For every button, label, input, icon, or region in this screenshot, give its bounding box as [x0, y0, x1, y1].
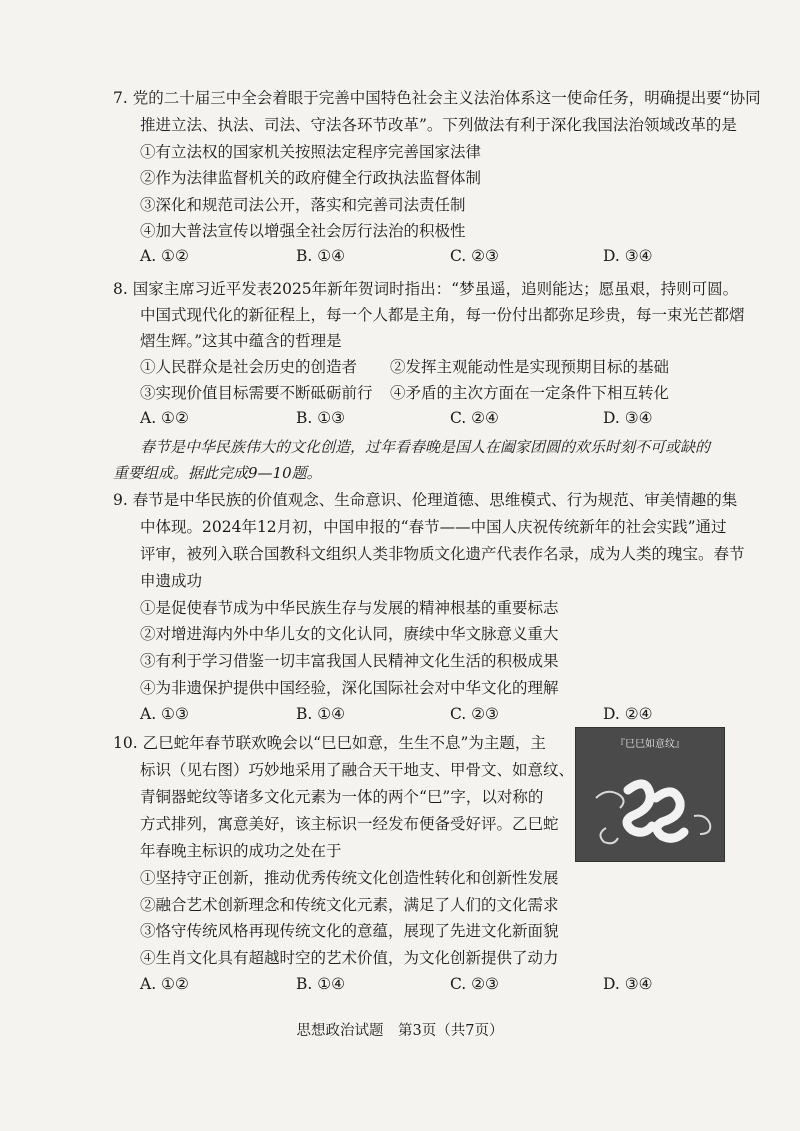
q8-item-3: ③实现价值目标需要不断砥砺前行	[140, 384, 373, 402]
q9-option-c: C. ②③	[450, 705, 499, 723]
q10-option-d: D. ③④	[603, 975, 653, 993]
q8-item-1: ①人民群众是社会历史的创造者	[140, 358, 358, 376]
q7-item-1: ①有立法权的国家机关按照法定程序完善国家法律	[140, 143, 482, 161]
q9-item-1: ①是促使春节成为中华民族生存与发展的精神根基的重要标志	[140, 599, 559, 617]
q9-item-4: ④为非遗保护提供中国经验，深化国际社会对中华文化的理解	[140, 679, 559, 697]
q10-stem-line-4: 方式排列，寓意美好，该主标识一经发布便备受好评。乙巳蛇	[140, 815, 559, 833]
q9-item-3: ③有利于学习借鉴一切丰富我国人民精神文化生活的积极成果	[140, 652, 559, 670]
q9-item-2: ②对增进海内外中华儿女的文化认同，赓续中华文脉意义重大	[140, 625, 559, 643]
q8-item-2: ②发挥主观能动性是实现预期目标的基础	[390, 358, 670, 376]
page-footer: 思想政治试题 第3页（共7页）	[296, 1023, 504, 1039]
q9-option-a: A. ①③	[140, 705, 189, 723]
q10-stem-line-5: 年春晚主标识的成功之处在于	[140, 842, 342, 860]
q7-item-3: ③深化和规范司法公开，落实和完善司法责任制	[140, 196, 466, 214]
q8-stem-line-2: 中国式现代化的新征程上，每一个人都是主角，每一份付出都弥足珍贵，每一束光芒都熠	[140, 306, 745, 324]
q9-option-d: D. ②④	[603, 705, 653, 723]
q9-option-b: B. ①④	[296, 705, 346, 723]
double-si-logo-icon	[576, 728, 724, 861]
q10-option-c: C. ②③	[450, 975, 499, 993]
q7-item-2: ②作为法律监督机关的政府健全行政执法监督体制	[140, 169, 482, 187]
q10-item-3: ③恪守传统风格再现传统文化的意蕴，展现了先进文化新面貌	[140, 922, 559, 940]
q7-option-b: B. ①④	[296, 247, 346, 265]
q7-item-4: ④加大普法宣传以增强全社会厉行法治的积极性	[140, 222, 466, 240]
q7-option-a: A. ①②	[140, 247, 189, 265]
q7-option-d: D. ③④	[603, 247, 653, 265]
q10-stem-line-2: 标识（见右图）巧妙地采用了融合天干地支、甲骨文、如意纹、	[140, 761, 575, 779]
group-intro-line-1: 春节是中华民族伟大的文化创造，过年看春晚是国人在阖家团圆的欢乐时刻不可或缺的	[140, 438, 711, 456]
q10-item-1: ①坚持守正创新，推动优秀传统文化创造性转化和创新性发展	[140, 869, 559, 887]
group-intro-line-2: 重要组成。据此完成9—10题。	[113, 464, 322, 482]
q9-stem-line-4: 申遗成功	[140, 572, 203, 590]
spring-gala-logo-image	[575, 727, 725, 862]
q8-option-d: D. ③④	[603, 409, 653, 427]
q10-option-a: A. ①②	[140, 975, 189, 993]
logo-image-title: 『巳巳如意纹』	[615, 739, 685, 750]
q9-stem-line-1: 9. 春节是中华民族的价值观念、生命意识、伦理道德、思维模式、行为规范、审美情趣的集	[113, 491, 738, 509]
q7-stem-line-1: 7. 党的二十届三中全会着眼于完善中国特色社会主义法治体系这一使命任务，明确提出要“协同	[113, 89, 761, 107]
q8-option-b: B. ①③	[296, 409, 346, 427]
q8-item-4: ④矛盾的主次方面在一定条件下相互转化	[390, 384, 670, 402]
q8-stem-line-1: 8. 国家主席习近平发表2025年新年贺词时指出：“梦虽遥，追则能达；愿虽艰，持则可圆。	[113, 280, 739, 298]
q9-stem-line-3: 评审，被列入联合国教科文组织人类非物质文化遗产代表作名录，成为人类的瑰宝。春节	[140, 545, 745, 563]
q10-stem-line-1: 10. 乙巳蛇年春节联欢晚会以“巳巳如意，生生不息”为主题，主	[113, 734, 546, 752]
q8-option-a: A. ①②	[140, 409, 189, 427]
q10-stem-line-3: 青铜器蛇纹等诸多文化元素为一体的两个“巳”字，以对称的	[140, 788, 544, 806]
q9-stem-line-2: 中体现。2024年12月初，中国申报的“春节——中国人庆祝传统新年的社会实践”通过	[140, 518, 727, 536]
q10-option-b: B. ①④	[296, 975, 346, 993]
q10-item-4: ④生肖文化具有超越时空的艺术价值，为文化创新提供了动力	[140, 949, 559, 967]
q10-item-2: ②融合艺术创新理念和传统文化元素，满足了人们的文化需求	[140, 896, 559, 914]
q8-stem-line-3: 熠生辉。”这其中蕴含的哲理是	[140, 332, 342, 350]
q7-option-c: C. ②③	[450, 247, 499, 265]
q8-option-c: C. ②④	[450, 409, 499, 427]
q7-stem-line-2: 推进立法、执法、司法、守法各环节改革”。下列做法有利于深化我国法治领域改革的是	[140, 116, 737, 134]
